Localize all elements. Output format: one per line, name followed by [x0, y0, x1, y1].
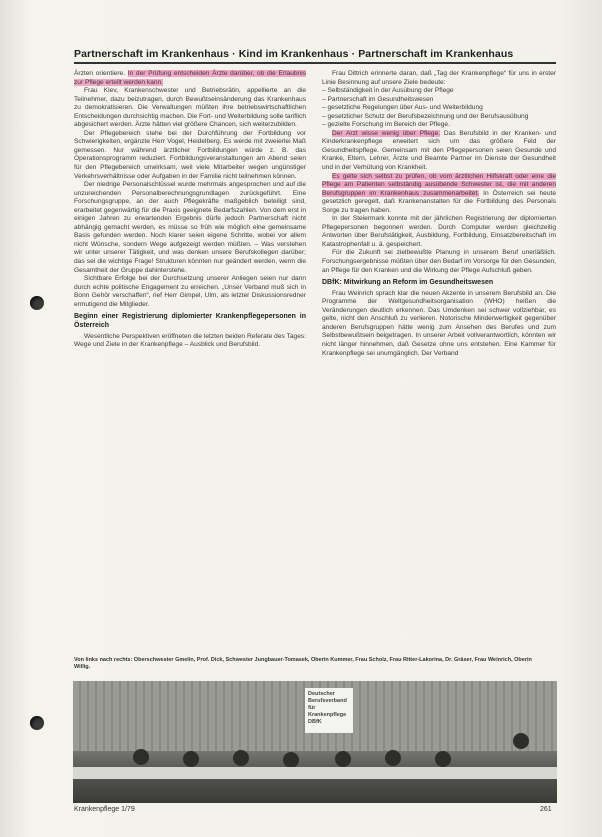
list-item: – Selbständigkeit in der Ausübung der Pflege — [322, 87, 454, 95]
left-paragraph-2: Frau Klev, Krankenschwester und Betriebsrätin, appellierte an die Teilnehmer, dazu beizutragen, durch Bewußtseinsänderung das Krankenhaus zu demokratisieren. Die Verwaltungen müßten ihre betriebswirtschaftlichen Entscheidungen durchsichtig machen. Die Fort- und Weiterbildung solle tariflich abgesichert werden. Ärzte hätten viel größere Chancen, sich weiterzubilden. — [74, 87, 306, 129]
photo-person — [133, 749, 149, 765]
header-rule — [74, 62, 556, 64]
footer-journal: Krankenpflege 1/79 — [74, 806, 135, 813]
text-span: Ärzten orientiere. — [74, 70, 126, 77]
list-item: – gezielte Forschung im Bereich der Pflege. — [322, 121, 450, 129]
left-paragraph-5: Sichtbare Erfolge bei der Durchsetzung unserer Anliegen seien nur dann durch echte politische Engagement zu erreichen. „Unser Verband muß sich in Bonn Gehör verschaffen“, rief Herr Gimpel, Ulm, als letzter Diskussionsredner ermutigend die Mitglieder. — [74, 275, 306, 308]
right-column — [322, 70, 556, 358]
photo-person — [335, 751, 351, 767]
left-subheading: Beginn einer Registrierung diplomierter Krankenpflegepersonen in Österreich — [74, 313, 306, 329]
list-item: – Partnerschaft im Gesundheitswesen — [322, 95, 434, 103]
right-paragraph-2 — [322, 130, 556, 173]
right-subheading: DBfK: Mitwirkung an Reform im Gesundheitswesen — [322, 279, 494, 287]
right-paragraph-4: In der Steiermark konnte mit der jährlichen Registrierung der diplomierten Pflegepersonen begonnen werden. Durch Computer werden gleichzeitig Antworten über Berufstätigkeit, Ausbildung, Fortbildung, Einsatzbereitschaft im Katastrophenfall u. ä. gespeichert. — [322, 215, 556, 248]
right-paragraph-3 — [322, 173, 556, 216]
text-span: Das Berufsbild in der Kranken- und Kinderkrankenpflege erweitert sich um das größere Feld der Gesundheitspflege. Gemeinsam mit den Pflegepersonen seien Gesunde und Kranke, Eltern, Lehrer, Ärzte und Beamte Partner im Dienste der Gesundheit und in der Verhütung von Krankheit. — [322, 129, 557, 172]
photo-person — [385, 750, 401, 766]
photo-person — [233, 750, 249, 766]
highlighted-text: In der Prüfung entscheiden Ärzte darüber, ob die Erlaubnis zur Pflege erteilt werden kann. — [74, 70, 306, 86]
photo-banner: Deutscher Berufsverband für Krankenpflege DBfK — [305, 688, 353, 733]
list-item: – gesetzliche Regelungen über Aus- und Weiterbildung — [322, 104, 483, 112]
panel-photo — [73, 681, 557, 803]
photo-person — [183, 751, 199, 767]
photo-caption: Von links nach rechts: Oberschwester Gmelin, Prof. Dick, Schwester Jungbauer-Tomasek, Oberin Kummer, Frau Scholz, Frau Ritter-Lakorina, Dr. Gräser, Frau Weinrich, Oberin Willig. — [74, 657, 532, 670]
left-column — [74, 70, 306, 350]
photo-person — [283, 752, 299, 768]
highlighted-text: Der Arzt wisse wenig über Pflege. — [332, 129, 441, 137]
left-paragraph-1 — [74, 70, 306, 87]
punch-hole-icon — [30, 716, 44, 730]
photo-table — [73, 767, 557, 779]
photo-person — [513, 733, 529, 749]
page-number: 261 — [540, 806, 552, 813]
photo-person — [435, 751, 451, 767]
list-item: – gesetzlicher Schutz der Berufsbezeichnung und der Berufsausübung — [322, 112, 529, 120]
left-paragraph-4: Der niedrige Personalschlüssel wurde mehrmals angesprochen und auf die unzureichenden Personalberechnungsgrundlagen zurückgeführt. Eine Forschungsgruppe, an der auch Pflegekräfte maßgeblich beteiligt sind, erarbeitet gegenwärtig für die Praxis geeignete Bedarfszahlen. Von dem erst in einigen Jahren zu erwartenden Ergebnis dürfe jedoch Partnerschaft nicht abhängig gemacht werden, es müsse so früh wie möglich eine gemeinsame Basis gefunden werden. Noch klarer seien eigene Schritte, wobei vor allem nicht Wünsche, sondern Wege aufgezeigt werden müßten. – Was verstehen wir unter unserer Tätigkeit, und was denken unsere Berufskollegen darüber; das sei die wichtige Frage! Strukturen könnten nur geändert werden, wenn die Gesamtheit der Gruppe dahinterstehe. — [74, 181, 306, 274]
goals-list — [322, 87, 556, 130]
left-paragraph-6: Wesentliche Perspektiven eröffneten die letzten beiden Referate des Tages: Wege und Ziele in der Krankenpflege – Ausblick und Berufsbild. — [74, 332, 306, 349]
running-header: Partnerschaft im Krankenhaus · Kind im Krankenhaus · Partnerschaft im Krankenhaus — [74, 48, 514, 60]
left-paragraph-3: Der Pflegebereich stehe bei der Durchführung der Fortbildung vor Schwierigkeiten, ergänzte Herr Vogel, Heidelberg. Es werde mit zweierlei Maß gemessen. Nur während ärztlicher Fortbildungen würde z. B. das Operationsprogramm reduziert. Fortbildungsveranstaltungen am Abend seien für den Pflegebereich unwirksam, weil viele Mitarbeiter wegen ungünstiger Verkehrsverhältnisse oder Aufgaben in der Familie nicht teilnehmen können. — [74, 129, 306, 180]
highlighted-text: Es gelte sich selbst zu prüfen, ob vom ärztlichen Hilfskraft oder eine die Pflege am Patienten selbständig ausübende Schwester ist, die mit anderen Berufsgruppen im Krankenhaus zusammenarbeitet. — [322, 172, 556, 197]
text-span: In Österreich sei heute gesetzlich geregelt, daß Krankenanstalten für die Fortbildung des Personals Sorge zu tragen haben. — [322, 189, 556, 214]
right-paragraph-6: Frau Weinrich sprach klar die neuen Akzente in unserem Berufsbild an. Die Programme der Weltgesundheitsorganisation (WHO) heißen die Veränderungen deutlich erkennen. Das Umdenken sei schwer vollziehbar, es gelte, nicht den Anschluß zu verlieren. Notorische Minderwertigkeit gegenüber anderen Berufsgruppen hätte wenig zum Ansehen des Berufes und zum Selbstbewußtsein beigetragen. In unserer Arbeit vollverantwortlich, könnten wir nicht länger hinnehmen, daß Gesetze ohne uns entstehen. Eine Kammer für Krankenpflege sei unumgänglich. Der Verband — [322, 289, 556, 357]
punch-hole-icon — [30, 296, 44, 310]
right-paragraph-1: Frau Dittrich erinnerte daran, daß „Tag der Krankenpflege“ für uns in erster Linie Besinnung auf unsere Ziele bedeute: — [322, 70, 556, 86]
right-paragraph-5: Für die Zukunft sei zielbewußte Planung in unserem Beruf unerläßlich. Forschungsergebnisse müßten über den Bedarf im Vorsorge für den Gesunden, an Pflege für den Kranken und die Wirkung der Pflege Aufschluß geben. — [322, 249, 556, 274]
